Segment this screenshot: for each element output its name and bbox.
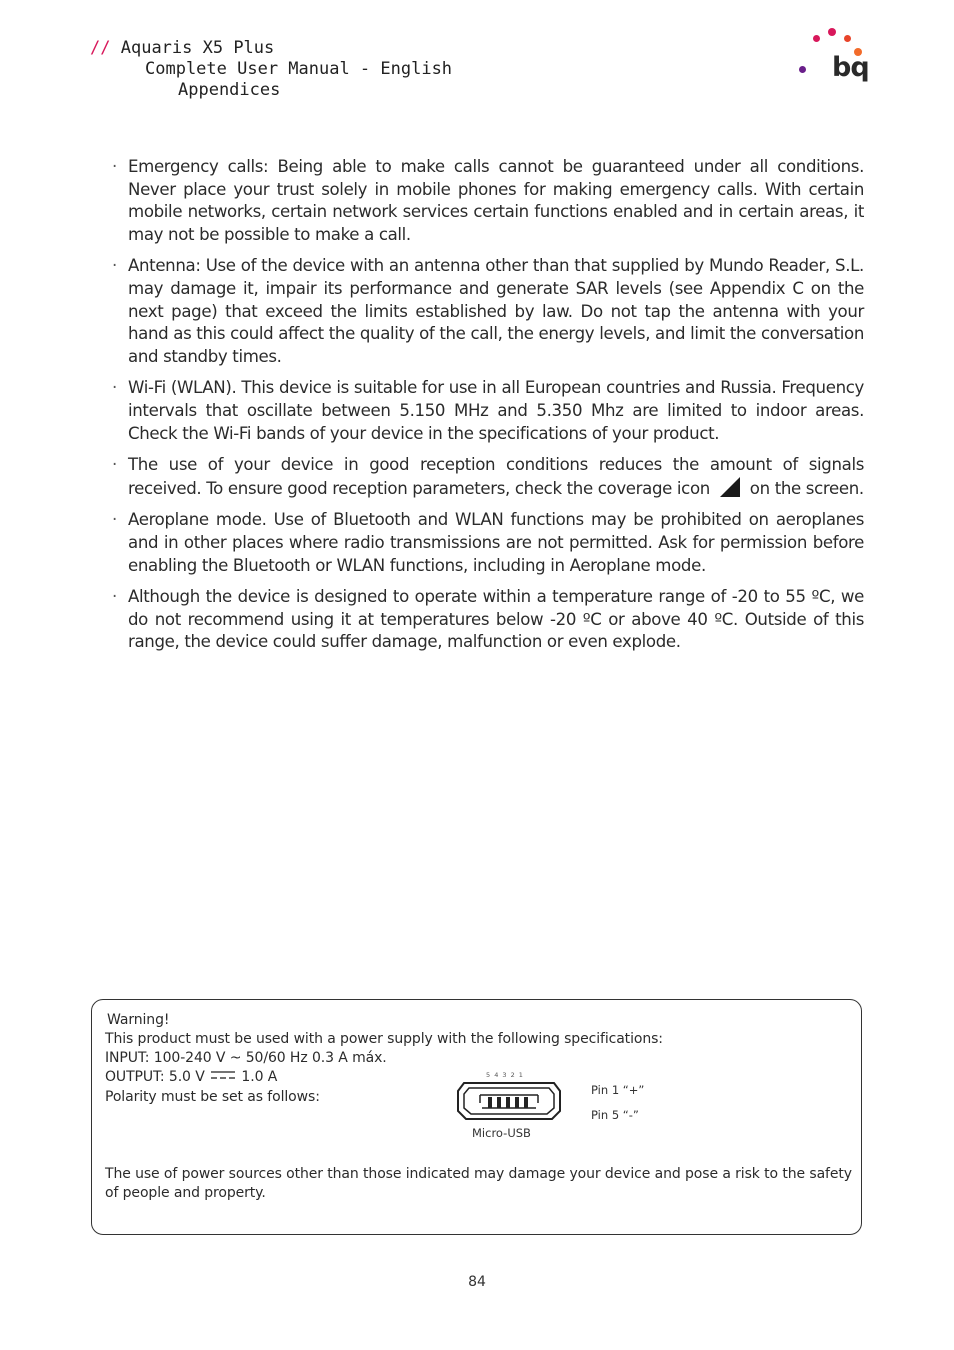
warning-title: Warning! — [107, 1012, 170, 1028]
warning-output-spec — [105, 1068, 277, 1087]
logo-dot — [844, 35, 851, 42]
product-name: Aquaris X5 Plus — [120, 38, 275, 58]
reception-text-after: on the screen. — [749, 478, 864, 498]
signal-coverage-icon — [719, 477, 741, 497]
warning-footer: The use of power sources other than those indicated may damage your device and pose a risk to the safety of people and property. — [105, 1166, 852, 1201]
bullet-emergency-calls: · Emergency calls: Being able to make calls cannot be guaranteed under all conditions. Never place your trust solely in mobile phones for making emergency calls. With certain mobile networks, certain network services certain functions enabled and in certain areas, it may not be possible to make a call. — [112, 156, 864, 246]
pin1-label: Pin 1 “+” — [591, 1083, 645, 1097]
bullet-wifi: · Wi-Fi (WLAN). This device is suitable for use in all European countries and Russia. Frequency intervals that oscillate between 5.150 MHz and 5.350 Mhz are limited to indoor areas. Check the Wi-Fi bands of your device in the specifications of your product. — [112, 377, 864, 445]
output-suffix: 1.0 A — [241, 1069, 278, 1085]
page-header — [90, 38, 452, 101]
pin5-label: Pin 5 “-” — [591, 1108, 639, 1122]
output-prefix: OUTPUT: 5.0 V — [105, 1069, 205, 1085]
logo-text: bq — [832, 52, 869, 83]
section-title: Appendices — [178, 80, 281, 100]
pin-numbers: 5 4 3 2 1 — [486, 1071, 524, 1079]
header-line-1 — [90, 38, 452, 59]
bullet-antenna: · Antenna: Use of the device with an antenna other than that supplied by Mundo Reader, S.L. may damage it, impair its performance and generate SAR levels (see Appendix C on the next page) that exceed the limits established by law. Do not tap the antenna with your hand as this could affect the quality of the call, the energy levels, and limit the conversation and standby times. — [112, 255, 864, 368]
safety-bullet-list — [112, 156, 864, 663]
bullet-temperature: · Although the device is designed to operate within a temperature range of -20 to 55 ºC, we do not recommend using it at temperatures below -20 ºC or above 40 ºC. Outside of this range, the device could suffer damage, malfunction or even explode. — [112, 586, 864, 654]
reception-text-before: The use of your device in good reception conditions reduces the amount of signals received. To ensure good reception parameters, check the coverage icon — [128, 455, 864, 498]
bullet-reception — [112, 454, 864, 500]
manual-title: Complete User Manual - English — [145, 59, 453, 79]
dc-current-icon — [211, 1070, 235, 1080]
micro-usb-label: Micro-USB — [472, 1126, 531, 1140]
logo-dot — [828, 28, 836, 36]
bullet-aeroplane-mode: · Aeroplane mode. Use of Bluetooth and WLAN functions may be prohibited on aeroplanes and in other places where radio transmissions are not permitted. Ask for permission before enabling the Bluetooth or WLAN functions, including in Aeroplane mode. — [112, 509, 864, 577]
warning-polarity: Polarity must be set as follows: — [105, 1089, 320, 1105]
bq-logo — [795, 24, 870, 99]
warning-input-spec: INPUT: 100-240 V ~ 50/60 Hz 0.3 A máx. — [105, 1050, 387, 1066]
micro-usb-connector-icon — [456, 1071, 562, 1123]
warning-intro: This product must be used with a power supply with the following specifications: — [105, 1031, 663, 1047]
page-number: 84 — [468, 1274, 486, 1290]
logo-dot — [799, 66, 806, 73]
header-slashes: // — [90, 38, 111, 58]
logo-dot — [813, 35, 820, 42]
